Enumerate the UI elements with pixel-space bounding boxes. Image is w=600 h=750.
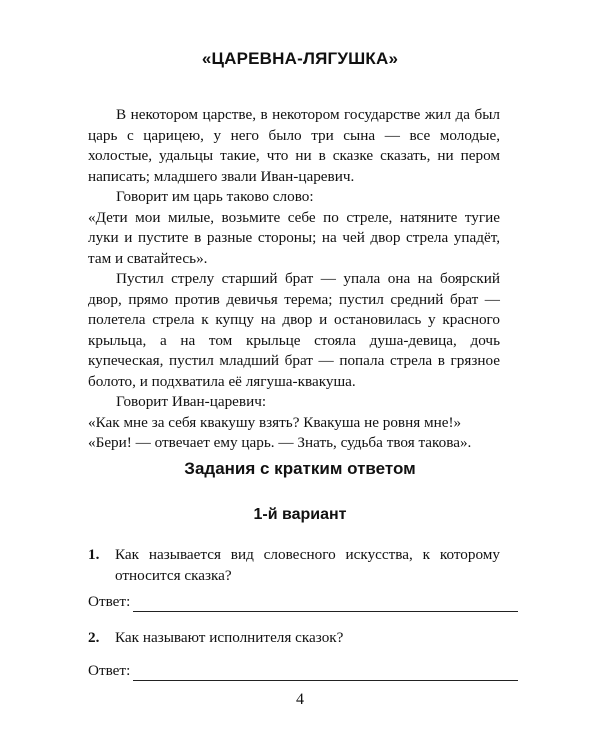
story-paragraph: «Бери! — отвечает ему царь. — Знать, судьба твоя такова». <box>88 434 472 451</box>
story-text <box>88 105 500 454</box>
story-paragraph: «Дети мои милые, возьмите себе по стреле, натяните тугие луки и пустите в разные стороны; на чей двор стрела упадёт, там и сватайтесь». <box>88 208 500 267</box>
answer-line[interactable] <box>133 666 518 681</box>
question-text: Как называется вид словесного искусства, к которому относится сказка? <box>115 546 500 584</box>
question-2 <box>88 628 500 649</box>
page-number: 4 <box>296 691 304 708</box>
question-number: 2. <box>88 629 100 646</box>
answer-2[interactable] <box>88 661 518 681</box>
answer-label: Ответ: <box>88 662 131 679</box>
answer-line[interactable] <box>133 597 518 612</box>
question-1 <box>88 545 500 586</box>
variant-heading: 1-й вариант <box>253 506 347 523</box>
story-title: «ЦАРЕВНА-ЛЯГУШКА» <box>201 49 399 68</box>
question-text: Как называют исполнителя сказок? <box>115 629 344 646</box>
story-paragraph: Говорит им царь таково слово: <box>116 188 314 205</box>
answer-1[interactable] <box>88 592 518 612</box>
question-number: 1. <box>88 546 100 563</box>
tasks-heading: Задания с кратким ответом <box>184 459 416 478</box>
story-paragraph: Пустил стрелу старший брат — упала она на боярский двор, прямо против девичья терема; пустил средний брат — полетела стрела к купцу на двор и остановилась у красного крыльца, а на том крыльце стояла душа-девица, дочь купеческая, пустил младший брат — попала стрела в грязное болото, и подхватила её лягуша-квакуша. <box>88 270 500 390</box>
story-paragraph: В некотором царстве, в некотором государстве жил да был царь с царицею, у него было три сына — все молодые, холостые, удальцы такие, что ни в сказке сказать, ни пером написать; младшего звали Иван-царевич. <box>88 106 500 185</box>
story-paragraph: Говорит Иван-царевич: <box>116 393 267 410</box>
story-paragraph: «Как мне за себя квакушу взять? Квакуша не ровня мне!» <box>88 413 462 431</box>
answer-label: Ответ: <box>88 593 131 610</box>
